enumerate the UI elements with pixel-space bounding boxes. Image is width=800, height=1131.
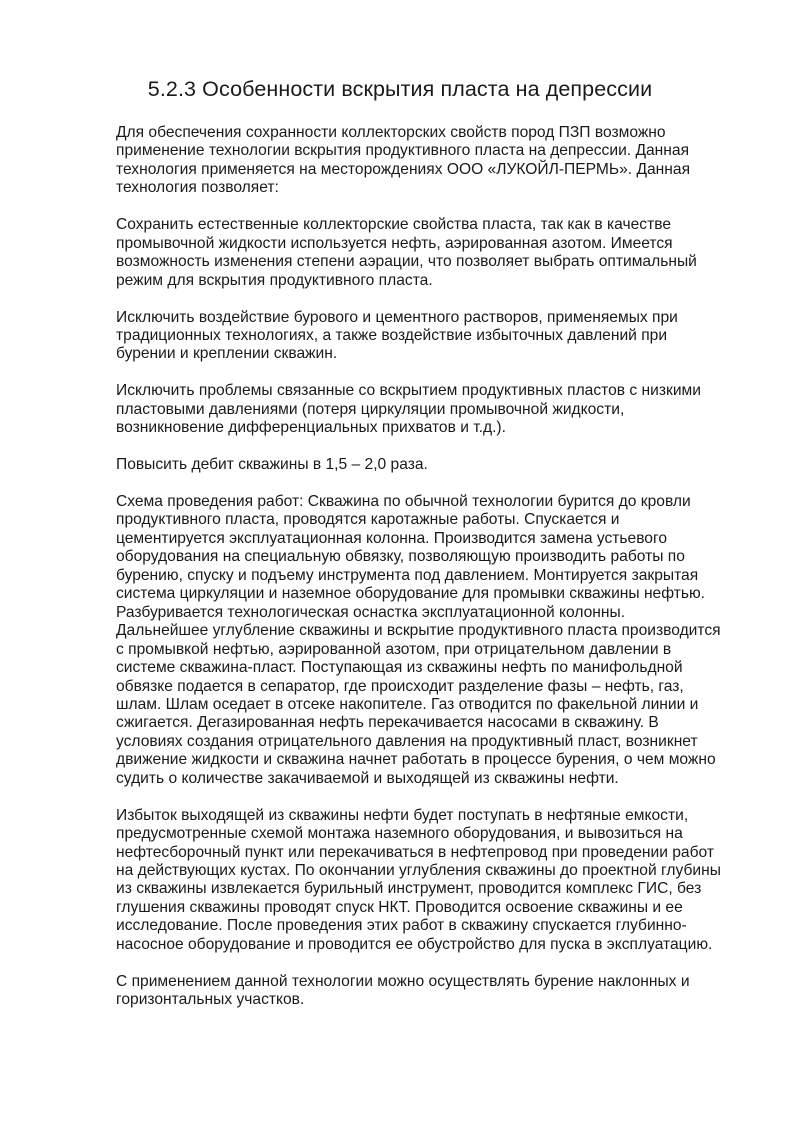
benefit-paragraph-flow-rate: Повысить дебит скважины в 1,5 – 2,0 раза. bbox=[116, 456, 428, 474]
excess-oil-paragraph: Избыток выходящей из скважины нефти будет поступать в нефтяные емкости, предусмотренные схемой монтажа наземного оборудования, и вывозиться на нефтесборочный пункт или перекачиваться в нефтепровод при проведении работ на действующих кустах. По окончании углубления скважины до проектной глубины из скважины извлекается бурильный инструмент, проводится комплекс ГИС, без глушения скважины проводят спуск НКТ. Проводится освоение скважины и ее исследование. После проведения этих работ в скважину спускается глубинно- насосное оборудование и проводится ее обустройство для пуска в эксплуатацию. bbox=[116, 806, 721, 953]
benefit-paragraph-mud: Исключить воздействие бурового и цементного растворов, применяемых при традиционных технологиях, а также воздействие избыточных давлений при бурении и креплении скважин. bbox=[116, 308, 678, 363]
benefit-paragraph-reservoir: Сохранить естественные коллекторские свойства пласта, так как в качестве промывочной жидкости используется нефть, аэрированная азотом. Имеется возможность изменения степени аэрации, что позволяет выбрать оптимальный режим для вскрытия продуктивного пласта. bbox=[116, 216, 697, 289]
conclusion-paragraph: С применением данной технологии можно осуществлять бурение наклонных и горизонтальных участков. bbox=[116, 972, 690, 1009]
intro-paragraph: Для обеспечения сохранности коллекторских свойств пород ПЗП возможно применение технологии вскрытия продуктивного пласта на депрессии. Данная технология применяется на месторождениях ООО «ЛУКОЙЛ-ПЕРМЬ». Данная технология позволяет: bbox=[116, 124, 691, 197]
document-body bbox=[116, 124, 748, 1028]
benefit-paragraph-low-pressure: Исключить проблемы связанные со вскрытием продуктивных пластов с низкими пластовыми давлениями (потеря циркуляции промывочной жидкости, возникновение дифференциальных прихватов и т.д.). bbox=[116, 382, 701, 437]
work-scheme-paragraph: Схема проведения работ: Скважина по обычной технологии бурится до кровли продуктивного пласта, проводятся каротажные работы. Спускается и цементируется эксплуатационная колонна. Производится замена устьевого оборудования на специальную обвязку, позволяющую производить работы по бурению, спуску и подъему инструмента под давлением. Монтируется закрытая система циркуляции и наземное оборудование для промывки скважины нефтью. Разбуривается технологическая оснастка эксплуатационной колонны. Дальнейшее углубление скважины и вскрытие продуктивного пласта производится с промывкой нефтью, аэрированной азотом, при отрицательном давлении в системе скважина-пласт. Поступающая из скважины нефть по манифольдной обвязке подается в сепаратор, где происходит разделение фазы – нефть, газ, шлам. Шлам оседает в отсеке накопителе. Газ отводится по факельной линии и сжигается. Дегазированная нефть перекачивается насосами в скважину. В условиях создания отрицательного давления на продуктивный пласт, возникнет движение жидкости и скважина начнет работать в процессе бурения, о чем можно судить о количестве закачиваемой и выходящей из скважины нефти. bbox=[116, 492, 721, 787]
section-title: 5.2.3 Особенности вскрытия пласта на депрессии bbox=[147, 77, 653, 101]
